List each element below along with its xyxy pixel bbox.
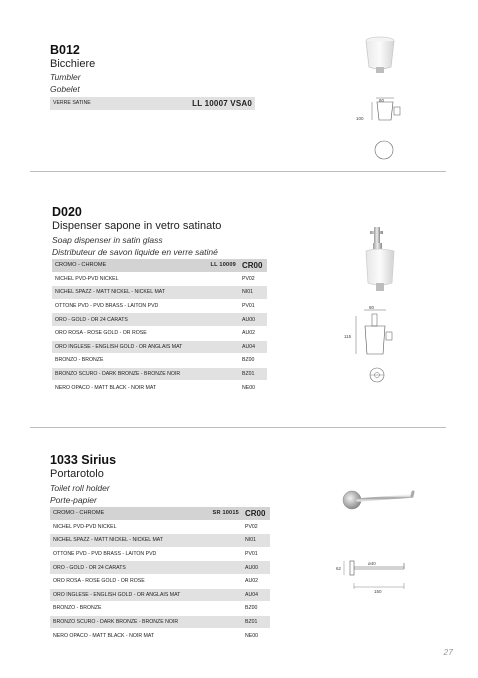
dim-height: 62	[336, 566, 342, 571]
finish-label: NICHEL SPAZZ - MATT NICKEL - NICKEL MAT	[52, 286, 198, 300]
table-row	[50, 97, 255, 110]
finish-code: BZ00	[242, 602, 270, 616]
finish-label: VERRE SATINE	[50, 97, 166, 110]
product-name: Bicchiere	[50, 58, 96, 70]
product-code: B012	[50, 43, 80, 57]
finish-code: AU04	[242, 588, 270, 602]
roll-holder-drawing	[338, 555, 416, 597]
product-name-fr: Distributeur de savon liquide en verre satiné	[52, 247, 218, 257]
finish-table	[50, 507, 270, 643]
table-row	[52, 326, 267, 340]
table-row	[50, 615, 270, 629]
dim-diameter: ø40	[368, 561, 376, 566]
product-name: Dispenser sapone in vetro satinato	[52, 220, 222, 232]
dim-width: 150	[374, 589, 382, 594]
table-row	[50, 547, 270, 561]
finish-code: AU02	[239, 326, 267, 340]
table-row	[52, 367, 267, 381]
product-code: 1033 Sirius	[50, 453, 117, 467]
finish-label: BRONZO - BRONZE	[50, 602, 196, 616]
finish-label: NERO OPACO - MATT BLACK - NOIR MAT	[50, 629, 196, 643]
finish-label: CROMO - CHROME	[50, 507, 196, 520]
finish-code: NE00	[239, 381, 267, 395]
product-name-en: Tumbler	[50, 72, 81, 82]
finish-label: ORO - GOLD - OR 24 CARATS	[52, 313, 198, 327]
finish-label: BRONZO SCURO - DARK BRONZE - BRONZE NOIR	[52, 367, 198, 381]
finish-label: ORO ROSA - ROSE GOLD - OR ROSE	[50, 574, 196, 588]
table-row	[52, 340, 267, 354]
finish-code: NE00	[242, 629, 270, 643]
finish-code: PV01	[242, 547, 270, 561]
dim-height: 100	[356, 116, 364, 121]
dimension-label-w	[370, 96, 400, 106]
table-row	[50, 629, 270, 643]
table-row	[52, 313, 267, 327]
finish-code: PV02	[239, 272, 267, 286]
finish-table	[50, 97, 255, 111]
tumbler-top-drawing	[373, 139, 397, 163]
finish-code: PV01	[239, 299, 267, 313]
finish-label: OTTONE PVD - PVD BRASS - LAITON PVD	[52, 299, 198, 313]
table-row	[50, 561, 270, 575]
table-row	[50, 588, 270, 602]
table-row	[52, 286, 267, 300]
article-number: LL 10007 VSA0	[166, 97, 255, 110]
product-name-fr: Porte-papier	[50, 495, 97, 505]
table-row	[50, 534, 270, 548]
finish-label: NERO OPACO - MATT BLACK - NOIR MAT	[52, 381, 198, 395]
finish-code: AU00	[242, 561, 270, 575]
table-row	[52, 259, 267, 272]
finish-code: BZ01	[242, 615, 270, 629]
finish-code: NI01	[242, 534, 270, 548]
roll-holder-photo	[340, 478, 420, 518]
finish-label: BRONZO SCURO - DARK BRONZE - BRONZE NOIR	[50, 615, 196, 629]
soap-dispenser-photo	[360, 225, 400, 293]
product-name-en: Toilet roll holder	[50, 483, 110, 493]
finish-table	[52, 259, 267, 395]
finish-label: ORO INGLESE - ENGLISH GOLD - OR ANGLAIS MAT	[50, 588, 196, 602]
finish-code: CR00	[242, 507, 270, 520]
table-row	[52, 354, 267, 368]
product-name-fr: Gobelet	[50, 84, 80, 94]
finish-code: AU00	[239, 313, 267, 327]
finish-code: NI01	[239, 286, 267, 300]
section-divider	[30, 171, 446, 172]
finish-label: OTTONE PVD - PVD BRASS - LAITON PVD	[50, 547, 196, 561]
finish-code: CR00	[239, 259, 267, 272]
finish-code: PV02	[242, 520, 270, 534]
table-row	[50, 602, 270, 616]
dim-height: 115	[344, 334, 352, 339]
finish-code: BZ00	[239, 354, 267, 368]
soap-dispenser-side-drawing	[344, 305, 408, 358]
dim-width: 80	[369, 305, 375, 310]
page-number: 27	[443, 647, 453, 657]
finish-label: NICHEL SPAZZ - MATT NICKEL - NICKEL MAT	[50, 534, 196, 548]
article-number: SR 10015	[196, 507, 242, 520]
article-number: LL 10009	[198, 259, 239, 272]
finish-code: AU02	[242, 574, 270, 588]
finish-label: BRONZO - BRONZE	[52, 354, 198, 368]
table-row	[52, 272, 267, 286]
product-name: Portarotolo	[50, 468, 104, 480]
table-row	[52, 299, 267, 313]
finish-code: BZ01	[239, 367, 267, 381]
finish-label: CROMO - CHROME	[52, 259, 198, 272]
table-row	[50, 520, 270, 534]
tumbler-photo	[360, 35, 400, 75]
product-name-en: Soap dispenser in satin glass	[52, 235, 163, 245]
finish-label: ORO ROSA - ROSE GOLD - OR ROSE	[52, 326, 198, 340]
dimension-label-h	[356, 115, 376, 125]
table-row	[52, 381, 267, 395]
table-row	[50, 507, 270, 520]
finish-label: NICHEL PVD-PVD NICKEL	[50, 520, 196, 534]
dim-width: 80	[379, 98, 385, 103]
finish-label: ORO INGLESE - ENGLISH GOLD - OR ANGLAIS MAT	[52, 340, 198, 354]
product-code: D020	[52, 205, 82, 219]
table-row	[50, 574, 270, 588]
finish-code: AU04	[239, 340, 267, 354]
section-divider	[30, 427, 446, 428]
soap-dispenser-top-drawing	[368, 366, 388, 386]
finish-label: NICHEL PVD-PVD NICKEL	[52, 272, 198, 286]
finish-label: ORO - GOLD - OR 24 CARATS	[50, 561, 196, 575]
